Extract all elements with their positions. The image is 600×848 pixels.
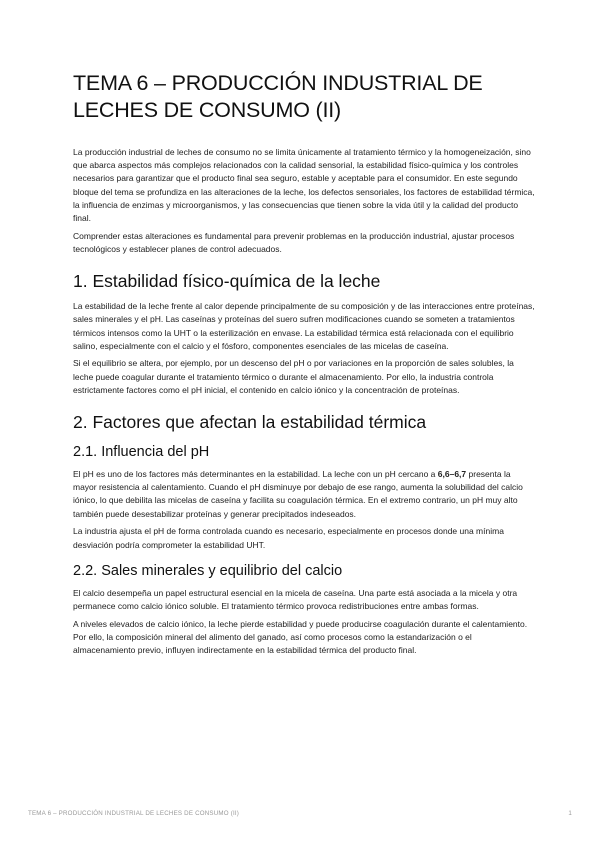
page-footer	[28, 810, 572, 817]
subsection-2-2-paragraph-1: El calcio desempeña un papel estructural esencial en la micela de caseína. Una parte está asociada a la micela y otra permanece como calcio iónico soluble. El tratamiento térmico provoca redistribuciones entre ambas formas.	[73, 587, 518, 611]
section-2-heading: 2. Factores que afectan la estabilidad térmica	[73, 412, 427, 433]
intro-paragraph-1: La producción industrial de leches de consumo no se limita únicamente al tratamiento térmico y la homogeneización, sino que abarca aspectos más complejos relacionados con la calidad sensorial, la estabilidad físico-química y los controles necesarios para garantizar que el producto final sea seguro, estable y aceptable para el consumidor. En este segundo bloque del tema se profundiza en las alteraciones de la leche, los defectos sensoriales, los factores de estabilidad térmica, la influencia de enzimas y microorganismos, y las consecuencias que tienen sobre la vida útil y la calidad del producto final.	[73, 147, 535, 224]
document-page	[73, 70, 535, 662]
document-title: TEMA 6 – PRODUCCIÓN INDUSTRIAL DE LECHES DE CONSUMO (II)	[73, 71, 483, 122]
subsection-2-1-paragraph-2: La industria ajusta el pH de forma controlada cuando es necesario, especialmente en procesos donde una mínima desviación podría comprometer la estabilidad UHT.	[73, 526, 504, 550]
section-1-paragraph-1: La estabilidad de la leche frente al calor depende principalmente de su composición y de las interacciones entre proteínas, sales minerales y el pH. Las caseínas y proteínas del suero sufren modificaciones cuando se someten a tratamientos térmicos intensos como la UHT o la esterilización en envase. La estabilidad térmica está relacionada con el equilibrio salino, especialmente con el calcio y el fósforo, componentes esenciales de las micelas de caseína.	[73, 301, 535, 351]
footer-text: TEMA 6 – PRODUCCIÓN INDUSTRIAL DE LECHES DE CONSUMO (II)	[28, 810, 240, 817]
intro-paragraph-2: Comprender estas alteraciones es fundamental para prevenir problemas en la producción industrial, ajustar procesos tecnológicos y establecer planes de control adecuados.	[73, 230, 515, 254]
page-number: 1	[568, 810, 572, 817]
section-1-paragraph-2: Si el equilibrio se altera, por ejemplo, por un descenso del pH o por variaciones en la proporción de sales solubles, la leche puede coagular durante el tratamiento térmico o durante el almacenamiento. Por ello, la industria controla estrictamente factores como el pH inicial, el contenido en calcio iónico y la concentración de proteínas.	[73, 358, 514, 395]
section-1-heading: 1. Estabilidad físico-química de la leche	[73, 271, 381, 292]
subsection-2-2-paragraph-2: A niveles elevados de calcio iónico, la leche pierde estabilidad y puede producirse coagulación durante el calentamiento. Por ello, la composición mineral del alimento del ganado, así como procesos como la estandarización o el almacenamiento previo, influyen indirectamente en la estabilidad térmica del producto final.	[73, 618, 528, 656]
subsection-2-1-paragraph-1	[73, 468, 535, 521]
subsection-2-1-heading: 2.1. Influencia del pH	[73, 444, 210, 461]
ph-text-after: presenta la mayor resistencia al calentamiento. Cuando el pH disminuye por debajo de ese rango, aumenta la solubilidad del calcio iónico, lo que debilita las micelas de caseína y facilita su coagulación térmica. En el extremo contrario, un pH muy alto también puede desestabilizar proteínas y generar precipitados indeseados.	[73, 469, 523, 519]
subsection-2-2-heading: 2.2. Sales minerales y equilibrio del calcio	[73, 562, 343, 579]
ph-range-value: 6,6–6,7	[437, 469, 467, 480]
ph-text-before: El pH es uno de los factores más determinantes en la estabilidad. La leche con un pH cercano a	[73, 469, 438, 480]
